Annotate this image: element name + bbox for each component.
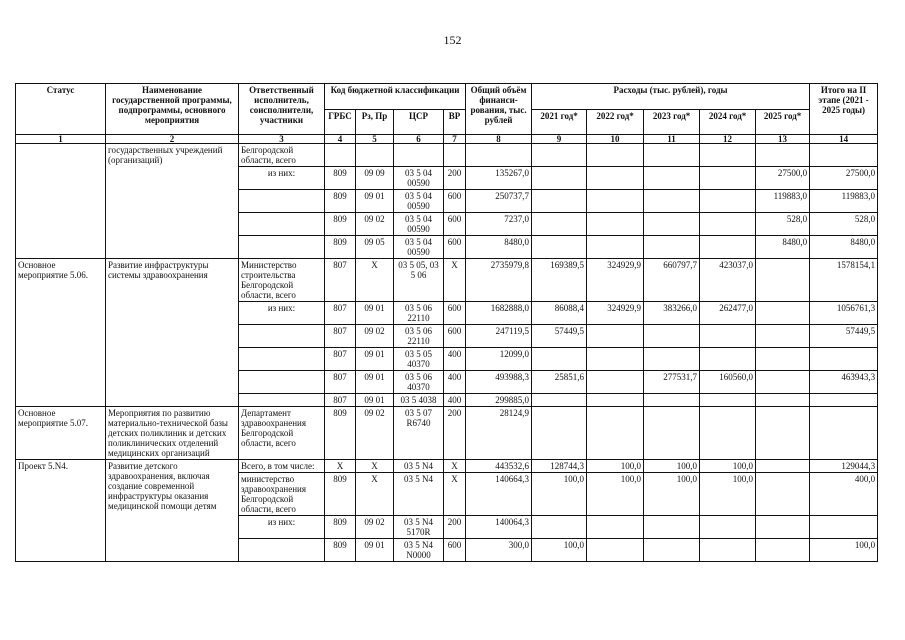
vr-cell: 200 [444,167,466,190]
vr-cell: 600 [444,213,466,236]
col-number: 10 [587,135,644,144]
year-2025-cell [756,539,810,562]
budget-table [15,83,878,562]
header-2023: 2023 год* [644,109,700,135]
year-2022-cell [587,325,644,348]
grbs-cell: 807 [325,302,356,325]
csr-cell: 03 5 06 22110 [394,302,444,325]
year-2022-cell: 324929,9 [587,302,644,325]
stage-total-cell: 119883,0 [810,190,878,213]
grbs-cell: 809 [325,236,356,259]
rzpr-cell: 09 02 [356,325,394,348]
name-cell: Развитие детского здравоохранения, включая создание современной инфраструктуры оказания медицинской помощи детям [106,460,239,562]
year-2024-cell [700,348,756,371]
year-2025-cell [756,325,810,348]
grbs-cell: 809 [325,516,356,539]
vr-cell: 600 [444,302,466,325]
rzpr-cell: Х [356,259,394,302]
col-number: 3 [239,135,325,144]
year-2023-cell [644,213,700,236]
total-cell: 140064,3 [466,516,532,539]
year-2024-cell: 423037,0 [700,259,756,302]
stage-total-cell: 57449,5 [810,325,878,348]
total-cell: 12099,0 [466,348,532,371]
year-2022-cell [587,167,644,190]
year-2023-cell: 660797,7 [644,259,700,302]
name-cell: государственных учреждений (организаций) [106,144,239,259]
year-2025-cell: 27500,0 [756,167,810,190]
total-cell: 493988,3 [466,371,532,394]
rzpr-cell: 09 01 [356,302,394,325]
total-cell: 28124,9 [466,407,532,460]
grbs-cell: 809 [325,190,356,213]
year-2024-cell [700,167,756,190]
year-2023-cell [644,325,700,348]
year-2021-cell [532,190,587,213]
total-cell: 135267,0 [466,167,532,190]
rzpr-cell: Х [356,473,394,516]
csr-cell: 03 5 N4 [394,460,444,473]
total-cell [466,144,532,167]
stage-total-cell: 463943,3 [810,371,878,394]
responsible-cell: Департамент здравоохранения Белгородской области, всего [239,407,325,460]
rzpr-cell: 09 01 [356,539,394,562]
csr-cell: 03 5 07 R6740 [394,407,444,460]
year-2025-cell [756,144,810,167]
year-2023-cell [644,516,700,539]
responsible-cell [239,213,325,236]
header-2021: 2021 год* [532,109,587,135]
grbs-cell: 809 [325,407,356,460]
vr-cell: Х [444,473,466,516]
csr-cell [394,144,444,167]
grbs-cell: 809 [325,539,356,562]
csr-cell: 03 5 4038 [394,394,444,407]
table-body [16,135,878,562]
total-cell: 2735979,8 [466,259,532,302]
rzpr-cell: 09 01 [356,394,394,407]
year-2024-cell [700,190,756,213]
total-cell: 1682888,0 [466,302,532,325]
responsible-cell: из них: [239,167,325,190]
table-row [16,144,878,167]
csr-cell: 03 5 04 00590 [394,236,444,259]
stage-total-cell [810,407,878,460]
grbs-cell: Х [325,460,356,473]
vr-cell [444,144,466,167]
total-cell: 299885,0 [466,394,532,407]
year-2024-cell [700,407,756,460]
year-2025-cell [756,407,810,460]
year-2023-cell [644,348,700,371]
rzpr-cell: 09 01 [356,190,394,213]
year-2025-cell: 528,0 [756,213,810,236]
year-2022-cell: 100,0 [587,473,644,516]
rzpr-cell: 09 01 [356,348,394,371]
year-2022-cell [587,407,644,460]
rzpr-cell: 09 01 [356,371,394,394]
col-number: 12 [700,135,756,144]
year-2023-cell: 383266,0 [644,302,700,325]
year-2021-cell [532,516,587,539]
stage-total-cell: 1578154,1 [810,259,878,302]
stage-total-cell: 1056761,3 [810,302,878,325]
responsible-cell [239,236,325,259]
responsible-cell [239,348,325,371]
stage-total-cell [810,516,878,539]
responsible-cell: из них: [239,516,325,539]
year-2025-cell [756,460,810,473]
year-2022-cell [587,394,644,407]
responsible-cell: из них: [239,302,325,325]
csr-cell: 03 5 06 22110 [394,325,444,348]
header-stage-total: Итого на II этапе (2021 - 2025 годы) [810,84,878,135]
col-number: 4 [325,135,356,144]
year-2021-cell [532,144,587,167]
year-2021-cell [532,236,587,259]
col-number: 11 [644,135,700,144]
stage-total-cell: 129044,3 [810,460,878,473]
table-row [16,460,878,473]
year-2021-cell: 57449,5 [532,325,587,348]
year-2022-cell [587,348,644,371]
stage-total-cell: 8480,0 [810,236,878,259]
year-2021-cell: 169389,5 [532,259,587,302]
responsible-cell: министерство здравоохранения Белгородской области, всего [239,473,325,516]
header-grbs: ГРБС [325,109,356,135]
year-2021-cell: 86088,4 [532,302,587,325]
csr-cell: 03 5 05, 03 5 06 [394,259,444,302]
col-number: 13 [756,135,810,144]
rzpr-cell: 09 05 [356,236,394,259]
vr-cell: Х [444,259,466,302]
year-2021-cell: 25851,6 [532,371,587,394]
rzpr-cell [356,144,394,167]
year-2022-cell [587,371,644,394]
status-cell: Основное мероприятие 5.06. [16,259,106,407]
column-numbers-row [16,135,878,144]
rzpr-cell: 09 02 [356,407,394,460]
grbs-cell: 807 [325,325,356,348]
year-2022-cell: 324929,9 [587,259,644,302]
col-number: 5 [356,135,394,144]
csr-cell: 03 5 04 00590 [394,167,444,190]
col-number: 2 [106,135,239,144]
csr-cell: 03 5 N4 5170R [394,516,444,539]
col-number: 1 [16,135,106,144]
year-2023-cell [644,144,700,167]
year-2021-cell: 100,0 [532,473,587,516]
header-status: Статус [16,84,106,135]
year-2025-cell [756,394,810,407]
csr-cell: 03 5 06 40370 [394,371,444,394]
vr-cell: 200 [444,407,466,460]
col-number: 8 [466,135,532,144]
csr-cell: 03 5 N4 [394,473,444,516]
header-budget-code: Код бюджетной классификации [325,84,466,110]
responsible-cell [239,325,325,348]
total-cell: 140664,3 [466,473,532,516]
year-2022-cell: 100,0 [587,460,644,473]
year-2023-cell [644,167,700,190]
year-2021-cell [532,394,587,407]
year-2024-cell [700,144,756,167]
year-2025-cell [756,371,810,394]
year-2023-cell: 100,0 [644,473,700,516]
responsible-cell [239,190,325,213]
grbs-cell: 807 [325,259,356,302]
responsible-cell [239,394,325,407]
year-2024-cell [700,516,756,539]
col-number: 9 [532,135,587,144]
year-2022-cell [587,516,644,539]
responsible-cell [239,371,325,394]
year-2025-cell: 8480,0 [756,236,810,259]
year-2023-cell [644,539,700,562]
page-number: 152 [443,33,462,47]
responsible-cell: Всего, в том числе: [239,460,325,473]
grbs-cell: 807 [325,394,356,407]
year-2025-cell [756,302,810,325]
header-name: Наименование государственной программы, подпрограммы, основного мероприятия [106,84,239,135]
header-vr: ВР [444,109,466,135]
year-2024-cell: 160560,0 [700,371,756,394]
vr-cell: Х [444,460,466,473]
year-2021-cell: 128744,3 [532,460,587,473]
header-2022: 2022 год* [587,109,644,135]
year-2024-cell [700,394,756,407]
total-cell: 247119,5 [466,325,532,348]
year-2022-cell [587,213,644,236]
responsible-cell [239,539,325,562]
header-csr: ЦСР [394,109,444,135]
year-2024-cell: 100,0 [700,460,756,473]
header-responsible: Ответственный исполнитель, соисполнители, участники [239,84,325,135]
year-2024-cell: 100,0 [700,473,756,516]
header-expenses: Расходы (тыс. рублей), годы [532,84,810,110]
year-2024-cell [700,213,756,236]
vr-cell: 600 [444,325,466,348]
name-cell: Развитие инфраструктуры системы здравоохранения [106,259,239,407]
total-cell: 250737,7 [466,190,532,213]
year-2022-cell [587,236,644,259]
rzpr-cell: 09 02 [356,516,394,539]
year-2023-cell: 277531,7 [644,371,700,394]
col-number: 7 [444,135,466,144]
vr-cell: 200 [444,516,466,539]
vr-cell: 400 [444,371,466,394]
total-cell: 8480,0 [466,236,532,259]
name-cell: Мероприятия по развитию материально-технической базы детских поликлиник и детских поликлинических отделений медицинских организаций [106,407,239,460]
vr-cell: 600 [444,539,466,562]
vr-cell: 600 [444,236,466,259]
grbs-cell [325,144,356,167]
status-cell: Проект 5.N4. [16,460,106,562]
year-2021-cell [532,348,587,371]
year-2025-cell: 119883,0 [756,190,810,213]
year-2022-cell [587,144,644,167]
year-2022-cell [587,539,644,562]
header-2024: 2024 год* [700,109,756,135]
year-2021-cell [532,213,587,236]
table-row [16,407,878,460]
year-2021-cell [532,407,587,460]
rzpr-cell: 09 09 [356,167,394,190]
year-2022-cell [587,190,644,213]
responsible-cell: Министерство строительства Белгородской области, всего [239,259,325,302]
total-cell: 443532,6 [466,460,532,473]
year-2024-cell [700,236,756,259]
header-rzpr: Рз, Пр [356,109,394,135]
grbs-cell: 807 [325,348,356,371]
header-2025: 2025 год* [756,109,810,135]
year-2023-cell [644,394,700,407]
year-2025-cell [756,259,810,302]
csr-cell: 03 5 04 00590 [394,213,444,236]
grbs-cell: 809 [325,167,356,190]
stage-total-cell [810,144,878,167]
grbs-cell: 807 [325,371,356,394]
year-2024-cell [700,539,756,562]
stage-total-cell: 528,0 [810,213,878,236]
csr-cell: 03 5 04 00590 [394,190,444,213]
year-2023-cell: 100,0 [644,460,700,473]
grbs-cell: 809 [325,473,356,516]
vr-cell: 400 [444,394,466,407]
stage-total-cell: 27500,0 [810,167,878,190]
status-cell: Основное мероприятие 5.07. [16,407,106,460]
stage-total-cell: 400,0 [810,473,878,516]
rzpr-cell: Х [356,460,394,473]
year-2025-cell [756,348,810,371]
year-2023-cell [644,190,700,213]
col-number: 14 [810,135,878,144]
year-2023-cell [644,407,700,460]
year-2025-cell [756,516,810,539]
col-number: 6 [394,135,444,144]
year-2024-cell [700,325,756,348]
year-2021-cell: 100,0 [532,539,587,562]
header-row-1 [16,84,878,110]
year-2021-cell [532,167,587,190]
responsible-cell: Белгородской области, всего [239,144,325,167]
stage-total-cell [810,348,878,371]
vr-cell: 600 [444,190,466,213]
year-2024-cell: 262477,0 [700,302,756,325]
stage-total-cell [810,394,878,407]
csr-cell: 03 5 N4 N0000 [394,539,444,562]
rzpr-cell: 09 02 [356,213,394,236]
header-total: Общий объём финанси-рования, тыс. рублей [466,84,532,135]
grbs-cell: 809 [325,213,356,236]
status-cell [16,144,106,259]
year-2025-cell [756,473,810,516]
year-2023-cell [644,236,700,259]
vr-cell: 400 [444,348,466,371]
total-cell: 300,0 [466,539,532,562]
total-cell: 7237,0 [466,213,532,236]
table-row [16,259,878,302]
stage-total-cell: 100,0 [810,539,878,562]
csr-cell: 03 5 05 40370 [394,348,444,371]
